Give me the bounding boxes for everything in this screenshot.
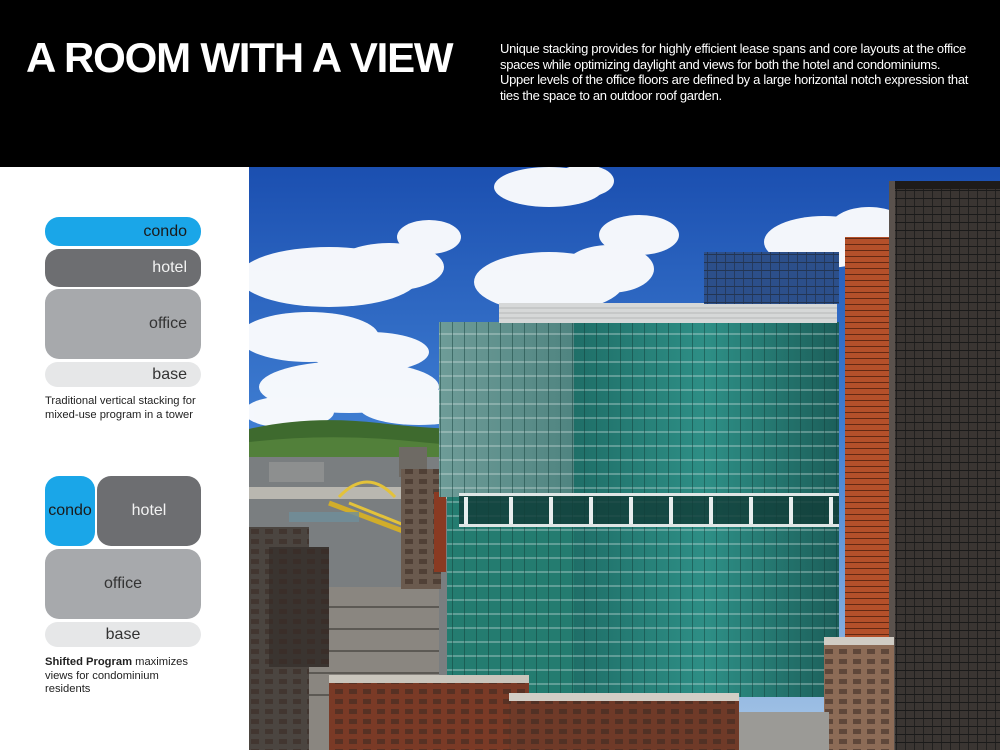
- caption-shifted-bold: Shifted Program: [45, 656, 133, 668]
- page-title: A ROOM WITH A VIEW: [26, 34, 453, 81]
- block-condo: condo: [45, 476, 95, 546]
- block-office: office: [45, 289, 201, 359]
- caption-traditional: Traditional vertical stacking for mixed-use program in a tower: [45, 395, 196, 421]
- header-band: [0, 0, 1000, 167]
- caption-shifted: [45, 656, 205, 697]
- block-hotel: hotel: [45, 249, 201, 287]
- block-base: base: [45, 622, 201, 647]
- block-condo: condo: [45, 217, 201, 246]
- page-description: Unique stacking provides for highly efficient lease spans and core layouts at the office spaces while optimizing daylight and views for both the hotel and condominiums. Upper levels of the office floors are defined by a large horizontal notch expression that ties the space to an outdoor roof garden.: [500, 41, 969, 103]
- block-base: base: [45, 362, 201, 387]
- caption-shifted-rest: maximizes views for condominium residents: [45, 656, 188, 695]
- building-photo: [249, 167, 1000, 750]
- block-office: office: [45, 549, 201, 619]
- block-hotel: hotel: [97, 476, 201, 546]
